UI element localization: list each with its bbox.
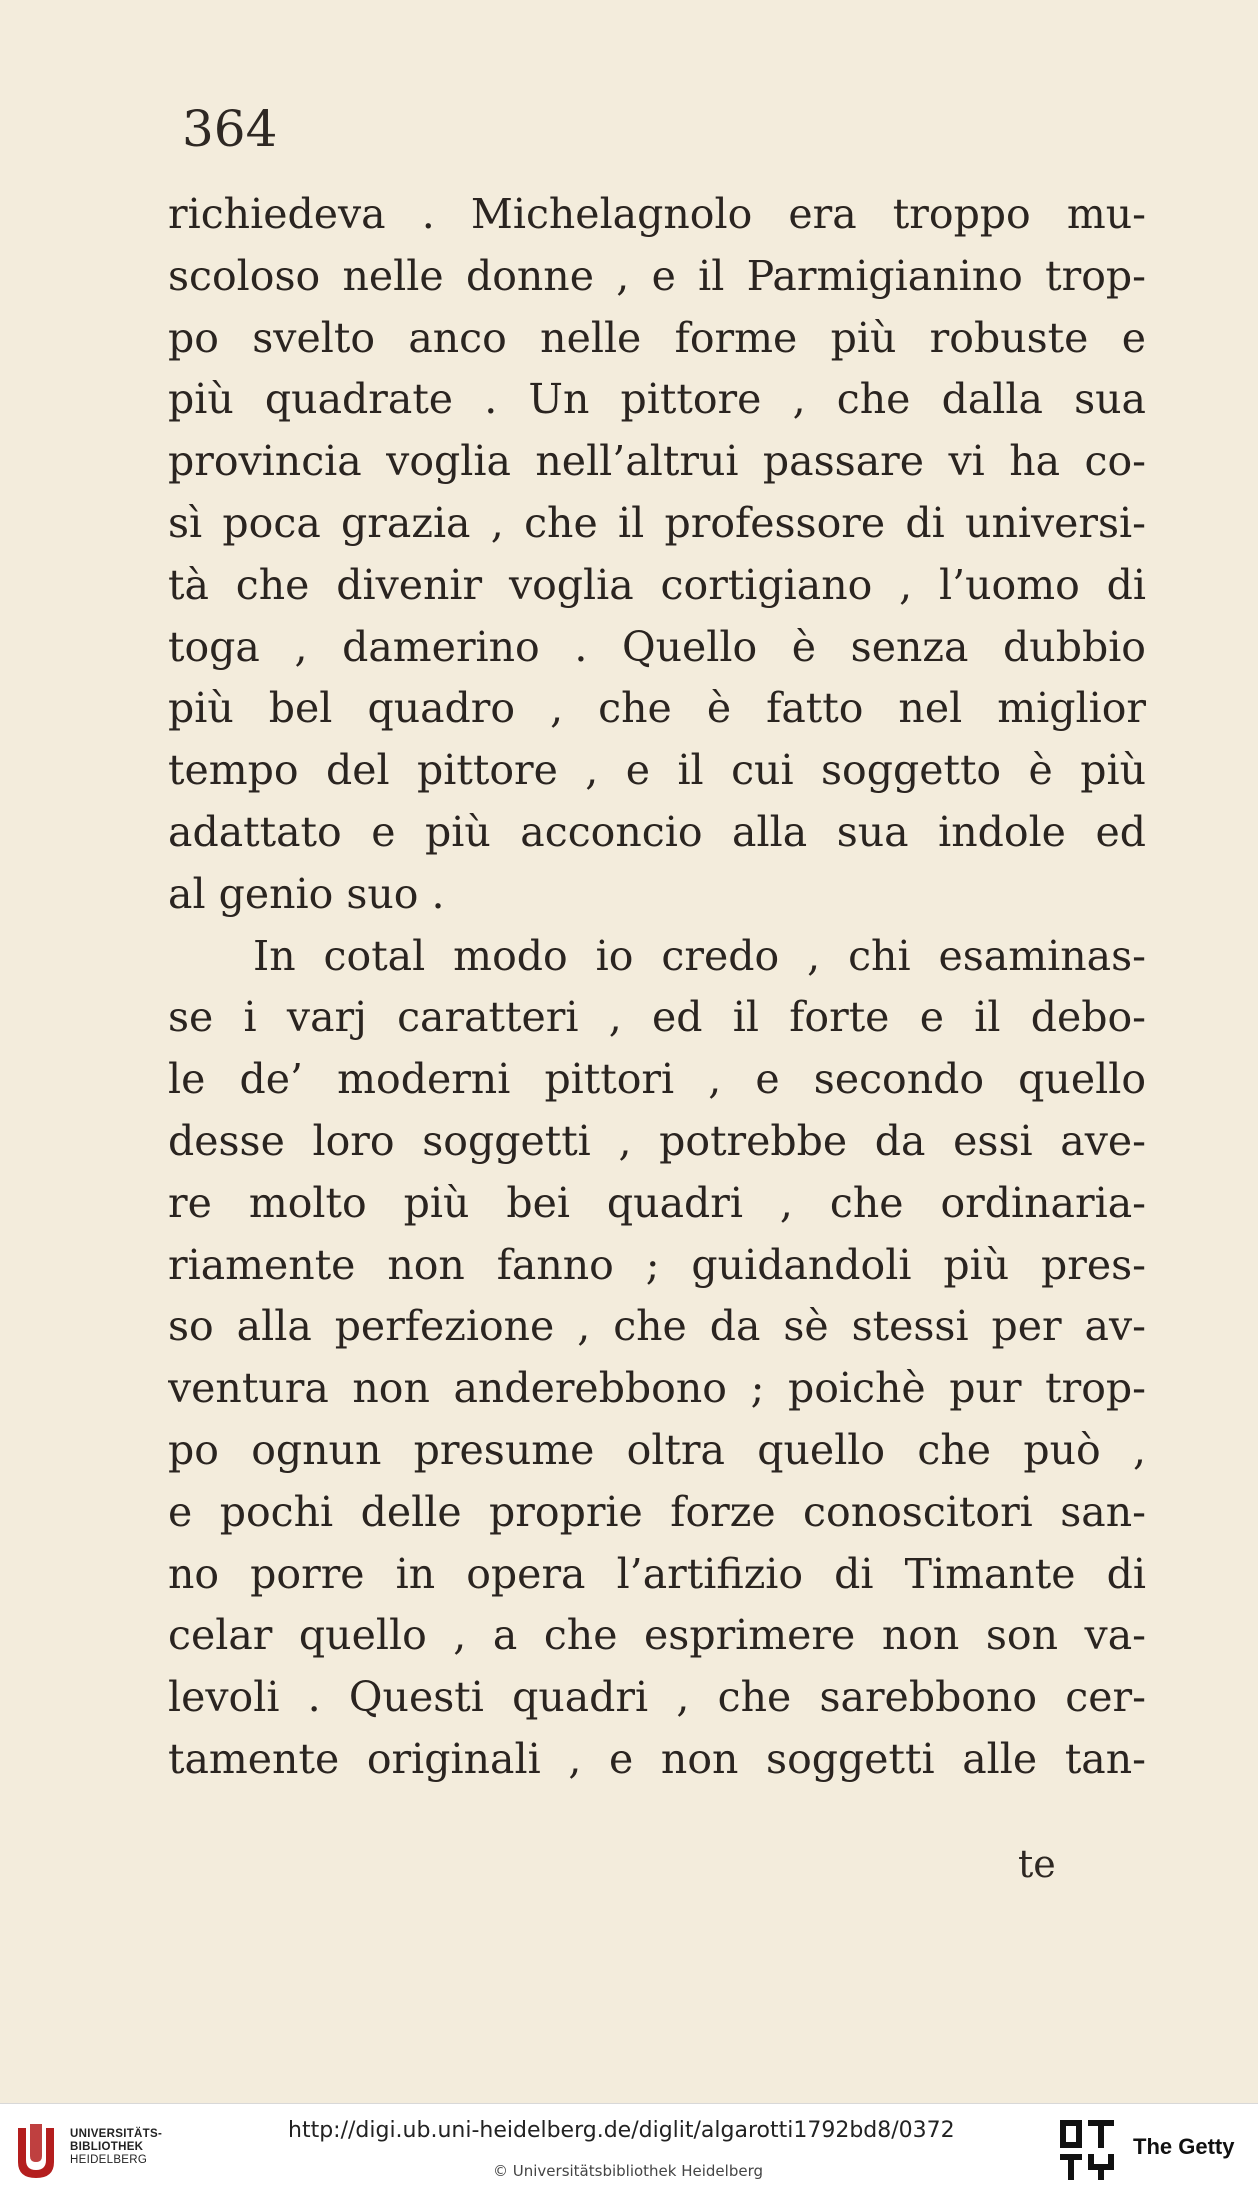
text-line: celar quello , a che esprimere non son va- (168, 1611, 1146, 1660)
text-line: provincia voglia nell’altrui passare vi ha co- (168, 437, 1146, 486)
text-line: tempo del pittore , e il cui soggetto è più (168, 746, 1146, 795)
copyright-notice: © Universitätsbibliothek Heidelberg (493, 2162, 764, 2180)
library-name-line2: BIBLIOTHEK (70, 2141, 144, 2153)
text-line: po svelto anco nelle forme più robuste e (168, 313, 1146, 362)
text-line: so alla perfezione , che da sè stessi per av- (168, 1302, 1146, 1351)
text-line: più bel quadro , che è fatto nel miglior (168, 684, 1146, 733)
text-line: riamente non fanno ; guidandoli più pres- (168, 1240, 1146, 1289)
text-line: re molto più bei quadri , che ordinaria- (168, 1178, 1146, 1227)
text-line: no porre in opera l’artifizio di Timante di (168, 1549, 1146, 1598)
text-line: se i varj caratteri , ed il forte e il debo- (168, 993, 1146, 1042)
text-line: ventura non anderebbono ; poichè pur trop- (168, 1364, 1146, 1413)
text-line: e pochi delle proprie forze conoscitori san- (168, 1487, 1146, 1536)
text-line: le de’ moderni pittori , e secondo quello (168, 1055, 1146, 1104)
university-library-logo[interactable] (12, 2116, 172, 2182)
library-name-line1: UNIVERSITÄTS- (70, 2128, 163, 2140)
text-line: scoloso nelle donne , e il Parmigianino trop- (168, 251, 1146, 300)
text-line: In cotal modo io credo , chi esaminas- (253, 931, 1146, 980)
library-name (70, 2128, 162, 2167)
text-line: po ognun presume oltra quello che può , (168, 1425, 1146, 1474)
text-line: sì poca grazia , che il professore di universi- (168, 498, 1146, 547)
text-line: più quadrate . Un pittore , che dalla sua (168, 375, 1146, 424)
catchword: te (1018, 1842, 1056, 1886)
text-line: richiedeva . Michelagnolo era troppo mu- (168, 190, 1146, 238)
permalink-link[interactable]: http://digi.ub.uni-heidelberg.de/diglit/algarotti1792bd8/0372 (288, 2118, 955, 2143)
text-line: adattato e più acconcio alla sua indole ed (168, 807, 1146, 856)
getty-icon[interactable] (1058, 2118, 1118, 2182)
text-line: desse loro soggetti , potrebbe da essi ave- (168, 1116, 1146, 1165)
text-line: al genio suo . (168, 869, 445, 918)
footer-bar (0, 2103, 1258, 2194)
sponsor-name: The Getty (1133, 2134, 1235, 2159)
text-line: toga , damerino . Quello è senza dubbio (168, 622, 1146, 671)
body-text (168, 184, 1146, 1791)
text-line: levoli . Questi quadri , che sarebbono cer- (168, 1673, 1146, 1722)
page-number: 364 (182, 100, 278, 158)
ub-heidelberg-icon (12, 2120, 64, 2180)
text-line: tamente originali , e non soggetti alle tan- (168, 1734, 1146, 1783)
library-city: HEIDELBERG (70, 2154, 148, 2166)
text-line: tà che divenir voglia cortigiano , l’uomo di (168, 560, 1146, 609)
